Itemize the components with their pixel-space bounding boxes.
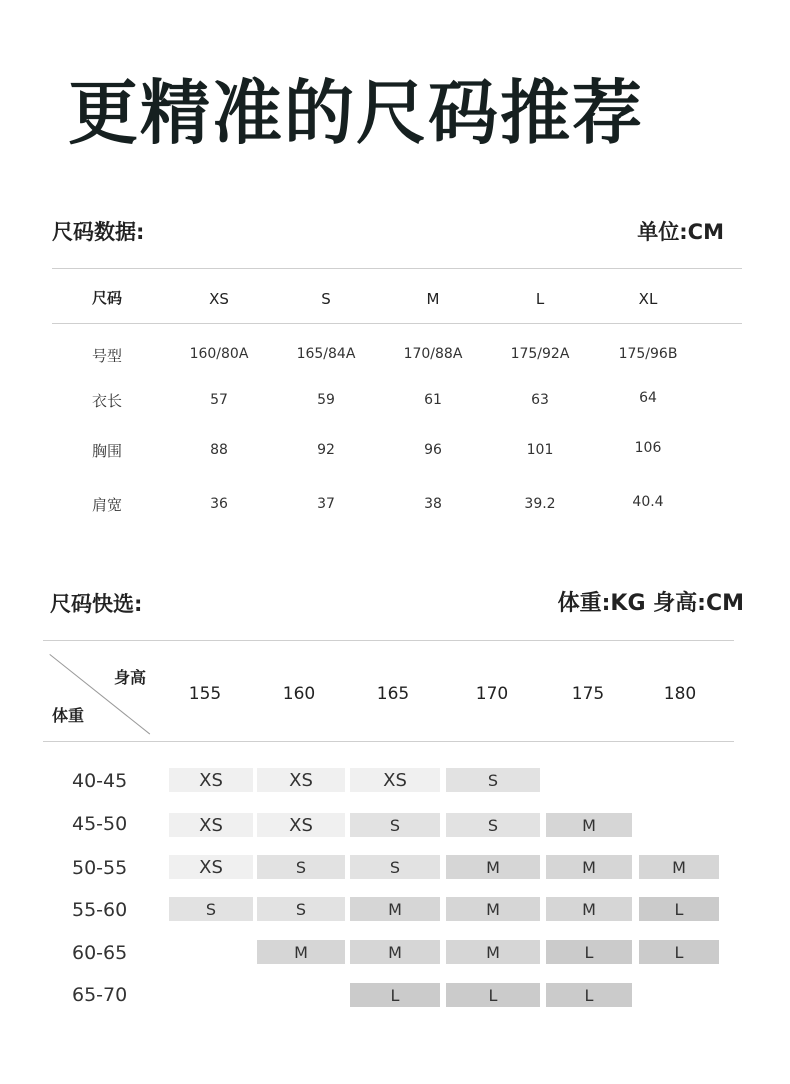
- height-header-cell: 160: [282, 684, 316, 704]
- size-recommendation-cell: L: [350, 983, 440, 1007]
- height-axis-label: 身高: [114, 668, 147, 687]
- size-corner-label: 尺码: [92, 289, 123, 307]
- size-recommendation-cell: L: [446, 983, 540, 1007]
- table-cell: 175/96B: [618, 346, 678, 362]
- size-recommendation-cell: M: [350, 940, 440, 964]
- weight-row-label: 45-50: [72, 813, 128, 835]
- size-recommendation-cell: M: [350, 897, 440, 921]
- size-recommendation-cell: XS: [257, 768, 345, 792]
- size-recommendation-cell: XS: [169, 768, 253, 792]
- size-header-cell: M: [426, 290, 440, 308]
- table-cell: 170/88A: [403, 346, 463, 362]
- size-recommendation-cell: XS: [169, 813, 253, 837]
- table-cell: 92: [317, 442, 335, 458]
- size-table-top-rule: [52, 268, 742, 269]
- table-cell: 38: [424, 496, 442, 512]
- size-data-heading: 尺码数据:: [52, 220, 145, 244]
- size-recommendation-cell: L: [546, 983, 632, 1007]
- table-cell: 37: [317, 496, 335, 512]
- quick-pick-heading: 尺码快选:: [50, 592, 143, 616]
- size-recommendation-cell: S: [350, 855, 440, 879]
- table-cell: 40.4: [632, 494, 664, 510]
- row-label: 肩宽: [92, 496, 123, 514]
- table-cell: 165/84A: [296, 346, 356, 362]
- size-recommendation-cell: S: [350, 813, 440, 837]
- size-recommendation-cell: L: [639, 940, 719, 964]
- weight-row-label: 40-45: [72, 770, 128, 792]
- table-cell: 101: [526, 442, 554, 458]
- size-recommendation-cell: S: [257, 897, 345, 921]
- table-cell: 64: [639, 390, 657, 406]
- size-recommendation-cell: M: [546, 813, 632, 837]
- size-table-header-rule: [52, 323, 742, 324]
- size-recommendation-cell: S: [169, 897, 253, 921]
- height-header-cell: 180: [663, 684, 697, 704]
- size-header-cell: S: [321, 290, 331, 308]
- quick-pick-header-rule: [43, 741, 734, 742]
- weight-row-label: 60-65: [72, 942, 128, 964]
- size-recommendation-cell: M: [446, 940, 540, 964]
- weight-axis-label: 体重: [52, 706, 85, 725]
- size-recommendation-cell: XS: [257, 813, 345, 837]
- size-recommendation-cell: XS: [350, 768, 440, 792]
- size-header-cell: XS: [209, 290, 229, 308]
- table-cell: 59: [317, 392, 335, 408]
- weight-row-label: 55-60: [72, 899, 128, 921]
- table-cell: 57: [210, 392, 228, 408]
- size-recommendation-cell: M: [546, 855, 632, 879]
- weight-row-label: 50-55: [72, 857, 128, 879]
- size-recommendation-cell: M: [446, 897, 540, 921]
- size-header-cell: L: [535, 290, 545, 308]
- size-header-cell: XL: [638, 290, 658, 308]
- row-label: 衣长: [92, 392, 123, 410]
- table-cell: 175/92A: [510, 346, 570, 362]
- row-label: 胸围: [92, 442, 123, 460]
- size-recommendation-cell: S: [446, 813, 540, 837]
- height-header-cell: 165: [376, 684, 410, 704]
- weight-row-label: 65-70: [72, 984, 128, 1006]
- quick-pick-top-rule: [43, 640, 734, 641]
- table-cell: 106: [634, 440, 662, 456]
- table-cell: 63: [531, 392, 549, 408]
- size-recommendation-cell: S: [257, 855, 345, 879]
- page-title: 更精准的尺码推荐: [68, 72, 644, 154]
- table-cell: 39.2: [524, 496, 556, 512]
- height-header-cell: 155: [188, 684, 222, 704]
- size-recommendation-cell: M: [639, 855, 719, 879]
- quick-pick-unit: 体重:KG 身高:CM: [557, 591, 744, 616]
- size-recommendation-cell: M: [257, 940, 345, 964]
- size-recommendation-cell: M: [546, 897, 632, 921]
- table-cell: 88: [210, 442, 228, 458]
- size-data-unit: 单位:CM: [637, 220, 724, 244]
- size-recommendation-cell: M: [446, 855, 540, 879]
- size-recommendation-cell: XS: [169, 855, 253, 879]
- size-recommendation-cell: S: [446, 768, 540, 792]
- table-cell: 61: [424, 392, 442, 408]
- row-label: 号型: [92, 347, 123, 365]
- size-recommendation-cell: L: [546, 940, 632, 964]
- size-recommendation-cell: L: [639, 897, 719, 921]
- height-header-cell: 170: [475, 684, 509, 704]
- table-cell: 96: [424, 442, 442, 458]
- height-header-cell: 175: [571, 684, 605, 704]
- table-cell: 160/80A: [189, 346, 249, 362]
- table-cell: 36: [210, 496, 228, 512]
